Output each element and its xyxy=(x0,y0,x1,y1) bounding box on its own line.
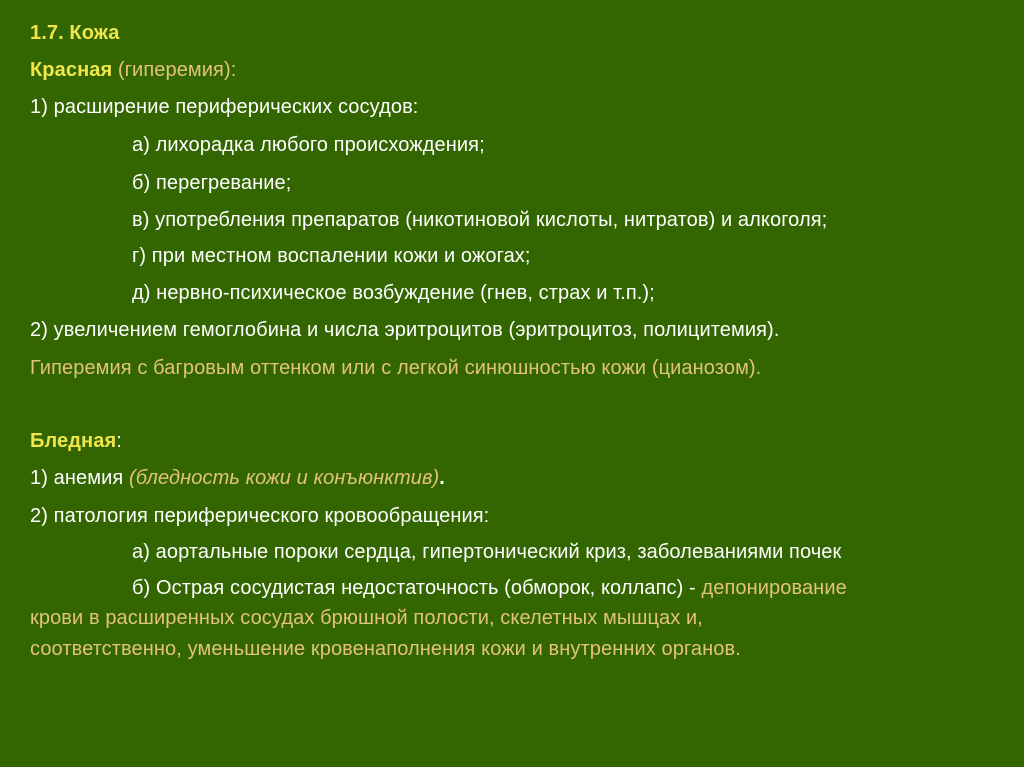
pale-heading-rest: : xyxy=(116,430,122,452)
pale-continuation-2: соответственно, уменьшение кровенаполнения кожи и внутренних органов. xyxy=(30,638,741,660)
pale-sub-b-highlight: депонирование xyxy=(701,577,847,599)
pale-sub-a: а) аортальные пороки сердца, гипертонический криз, заболеваниями почек xyxy=(132,541,842,563)
pale-heading-label: Бледная xyxy=(30,430,117,452)
red-sub-c: в) употребления препаратов (никотиновой кислоты, нитратов) и алкоголя; xyxy=(132,209,828,231)
red-item-2: 2) увеличением гемоглобина и числа эритроцитов (эритроцитоз, полицитемия). xyxy=(30,319,780,341)
pale-sub-b-text: б) Острая сосудистая недостаточность (обморок, коллапс) - xyxy=(132,577,702,599)
pale-section-heading xyxy=(30,429,122,453)
red-section-heading xyxy=(30,58,236,82)
red-item-1: 1) расширение периферических сосудов: xyxy=(30,96,419,118)
pale-item-1-prefix: 1) анемия xyxy=(30,467,129,489)
red-sub-e: д) нервно-психическое возбуждение (гнев, страх и т.п.); xyxy=(132,282,655,304)
pale-continuation-1: крови в расширенных сосудах брюшной полости, скелетных мышцах и, xyxy=(30,607,703,629)
red-sub-a: а) лихорадка любого происхождения; xyxy=(132,134,485,156)
pale-item-1 xyxy=(30,466,445,490)
slide-title: 1.7. Кожа xyxy=(30,22,120,44)
pale-item-1-suffix: . xyxy=(439,467,445,489)
pale-item-2: 2) патология периферического кровообращения: xyxy=(30,505,490,527)
red-sub-b: б) перегревание; xyxy=(132,172,292,194)
pale-sub-b xyxy=(132,576,847,600)
hyperemia-note: Гиперемия с багровым оттенком или с легкой синюшностью кожи (цианозом). xyxy=(30,357,762,379)
red-sub-d: г) при местном воспалении кожи и ожогах; xyxy=(132,245,531,267)
pale-item-1-italic: (бледность кожи и конъюнктив) xyxy=(128,467,440,489)
red-heading-rest: (гиперемия): xyxy=(112,59,237,81)
red-heading-label: Красная xyxy=(30,59,113,81)
